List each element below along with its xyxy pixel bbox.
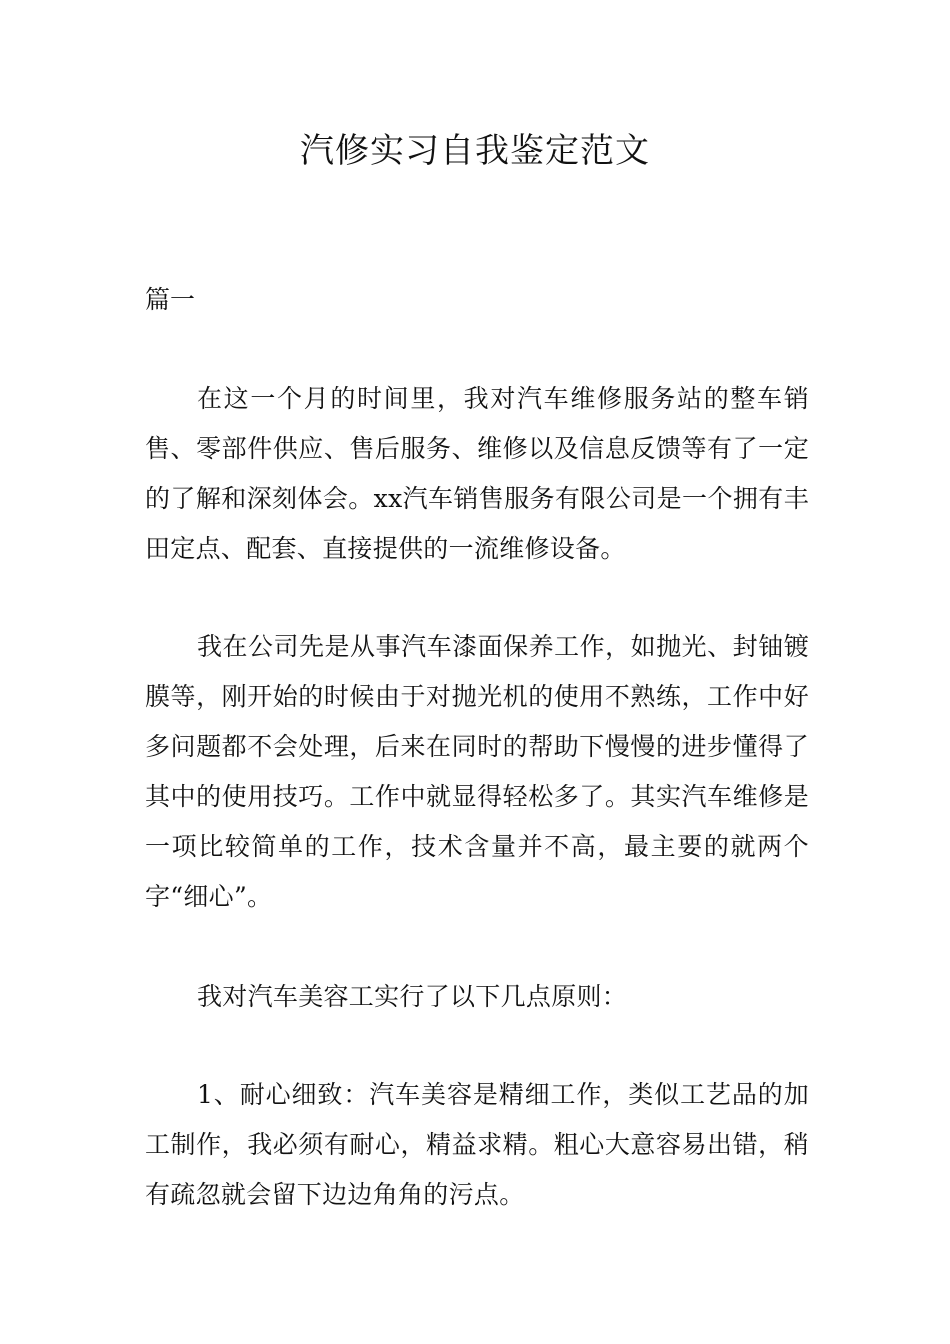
paragraph-3: 我对汽车美容工实行了以下几点原则： xyxy=(197,982,628,1011)
section-label: 篇一 xyxy=(145,285,196,314)
paragraph-4: 1、耐心细致：汽车美容是精细工作，类似工艺品的加工制作，我必须有耐心，精益求精。粗心大意容易出错，稍有疏忽就会留下边边角角的污点。 xyxy=(145,1080,809,1209)
paragraph-1: 在这一个月的时间里，我对汽车维修服务站的整车销售、零部件供应、售后服务、维修以及信息反馈等有了一定的了解和深刻体会。xx汽车销售服务有限公司是一个拥有丰田定点、配套、直接提供的一流维修设备。 xyxy=(145,384,809,563)
document-title: 汽修实习自我鉴定范文 xyxy=(300,131,650,171)
paragraph-2: 我在公司先是从事汽车漆面保养工作，如抛光、封铀镀膜等，刚开始的时候由于对抛光机的使用不熟练，工作中好多问题都不会处理，后来在同时的帮助下慢慢的进步懂得了其中的使用技巧。工作中就显得轻松多了。其实汽车维修是一项比较简单的工作，技术含量并不高，最主要的就两个字“细心”。 xyxy=(145,632,809,911)
